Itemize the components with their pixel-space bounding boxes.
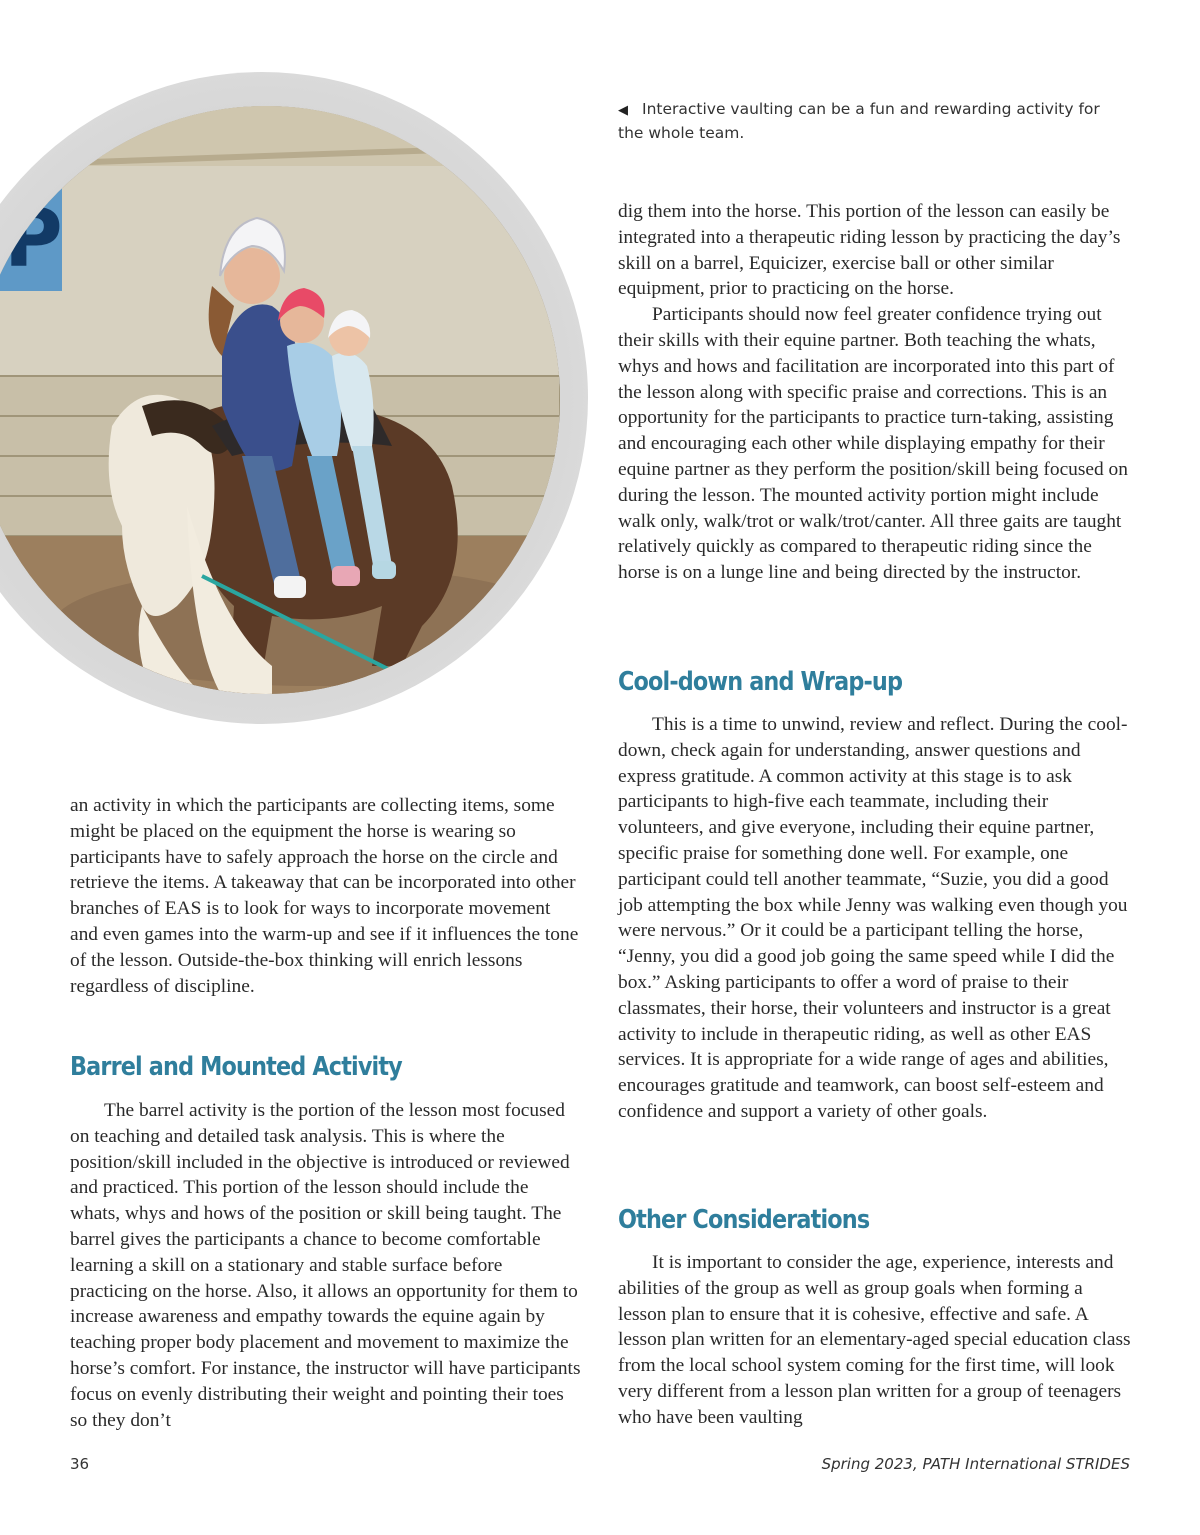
caption-text: Interactive vaulting can be a fun and rewarding activity for the whole team. [618, 100, 1100, 142]
paragraph: This is a time to unwind, review and reflect. During the cool-down, check again for understanding, answer questions and express gratitude. A common activity at this stage is to ask participants to high-five each teammate, including their volunteers, and give everyone, including their equine partner, specific praise for something done well. For example, one participant could tell another teammate, “Suzie, you did a good job attempting the box while Jenny was walking even though you were nervous.” Or it could be a participant telling the horse, “Jenny, you did a good job going the same speed while I did the box.” Asking participants to offer a word of praise to their classmates, their horse, their volunteers and instructor is a great activity to include in therapeutic riding, as well as other EAS services. It is appropriate for a wide range of ages and abilities, encourages gratitude and teamwork, can boost self-esteem and confidence and support a variety of other goals. [618, 714, 1128, 1122]
paragraph: It is important to consider the age, experience, interests and abilities of the group as well as group goals when forming a lesson plan to ensure that it is cohesive, effective and safe. A lesson plan written for an elementary-aged special education class from the local school system coming for the first time, will look very different from a lesson plan written for a group of teenagers who have been vaulting [618, 1252, 1131, 1428]
paragraph: Participants should now feel greater confidence trying out their skills with their equine partner. Both teaching the whats, whys and hows and facilitation are incorporated into this part of the lesson along with specific praise and corrections. This is an opportunity for the participants to practice turn-taking, assisting and encouraging each other while displaying empathy for their equine partner as they perform the position/skill being focused on during the lesson. The mounted activity portion might include walk only, walk/trot or walk/trot/canter. All three gaits are taught relatively quickly as compared to therapeutic riding since the horse is on a lunge line and being directed by the instructor. [618, 304, 1128, 584]
right-column-cool-down [618, 712, 1132, 1125]
section-heading-cool-down: Cool-down and Wrap-up [618, 667, 903, 697]
right-column-barrel-continued [618, 199, 1132, 586]
section-heading-barrel: Barrel and Mounted Activity [70, 1052, 402, 1082]
publication-footer: Spring 2023, PATH International STRIDES [821, 1455, 1130, 1473]
section-heading-other: Other Considerations [618, 1205, 870, 1235]
paragraph: dig them into the horse. This portion of the lesson can easily be integrated into a therapeutic riding lesson by practicing the day’s skill on a barrel, Equicizer, exercise ball or other similar equipment, prior to practicing on the horse. [618, 201, 1121, 300]
caption-pointer-icon: ◀ [618, 103, 628, 118]
right-column-other [618, 1250, 1132, 1431]
paragraph: The barrel activity is the portion of the lesson most focused on teaching and detailed task analysis. This is where the position/skill included in the objective is introduced or reviewed and practiced. This portion of the lesson should include the whats, whys and hows of the position or skill being taught. The barrel gives the participants a chance to become comfortable learning a skill on a stationary and stable surface before practicing on the horse. Also, it allows an opportunity for them to increase awareness and empathy towards the equine again by teaching proper body placement and movement to maximize the horse’s comfort. For instance, the instructor will have participants focus on evenly distributing their weight and pointing their toes so they don’t [70, 1100, 581, 1431]
page-number: 36 [70, 1455, 90, 1473]
paragraph: an activity in which the participants are collecting items, some might be placed on the equipment the horse is wearing so participants have to safely approach the horse on the circle and retrieve the items. A takeaway that can be incorporated into other branches of EAS is to look for ways to incorporate movement and even games into the warm-up and see if it influences the tone of the lesson. Outside-the-box thinking will enrich lessons regardless of discipline. [70, 795, 579, 997]
photo-caption [618, 98, 1118, 144]
left-column-barrel [70, 1098, 582, 1433]
left-column-intro [70, 793, 582, 999]
arena-sign-letter: P [4, 192, 63, 285]
